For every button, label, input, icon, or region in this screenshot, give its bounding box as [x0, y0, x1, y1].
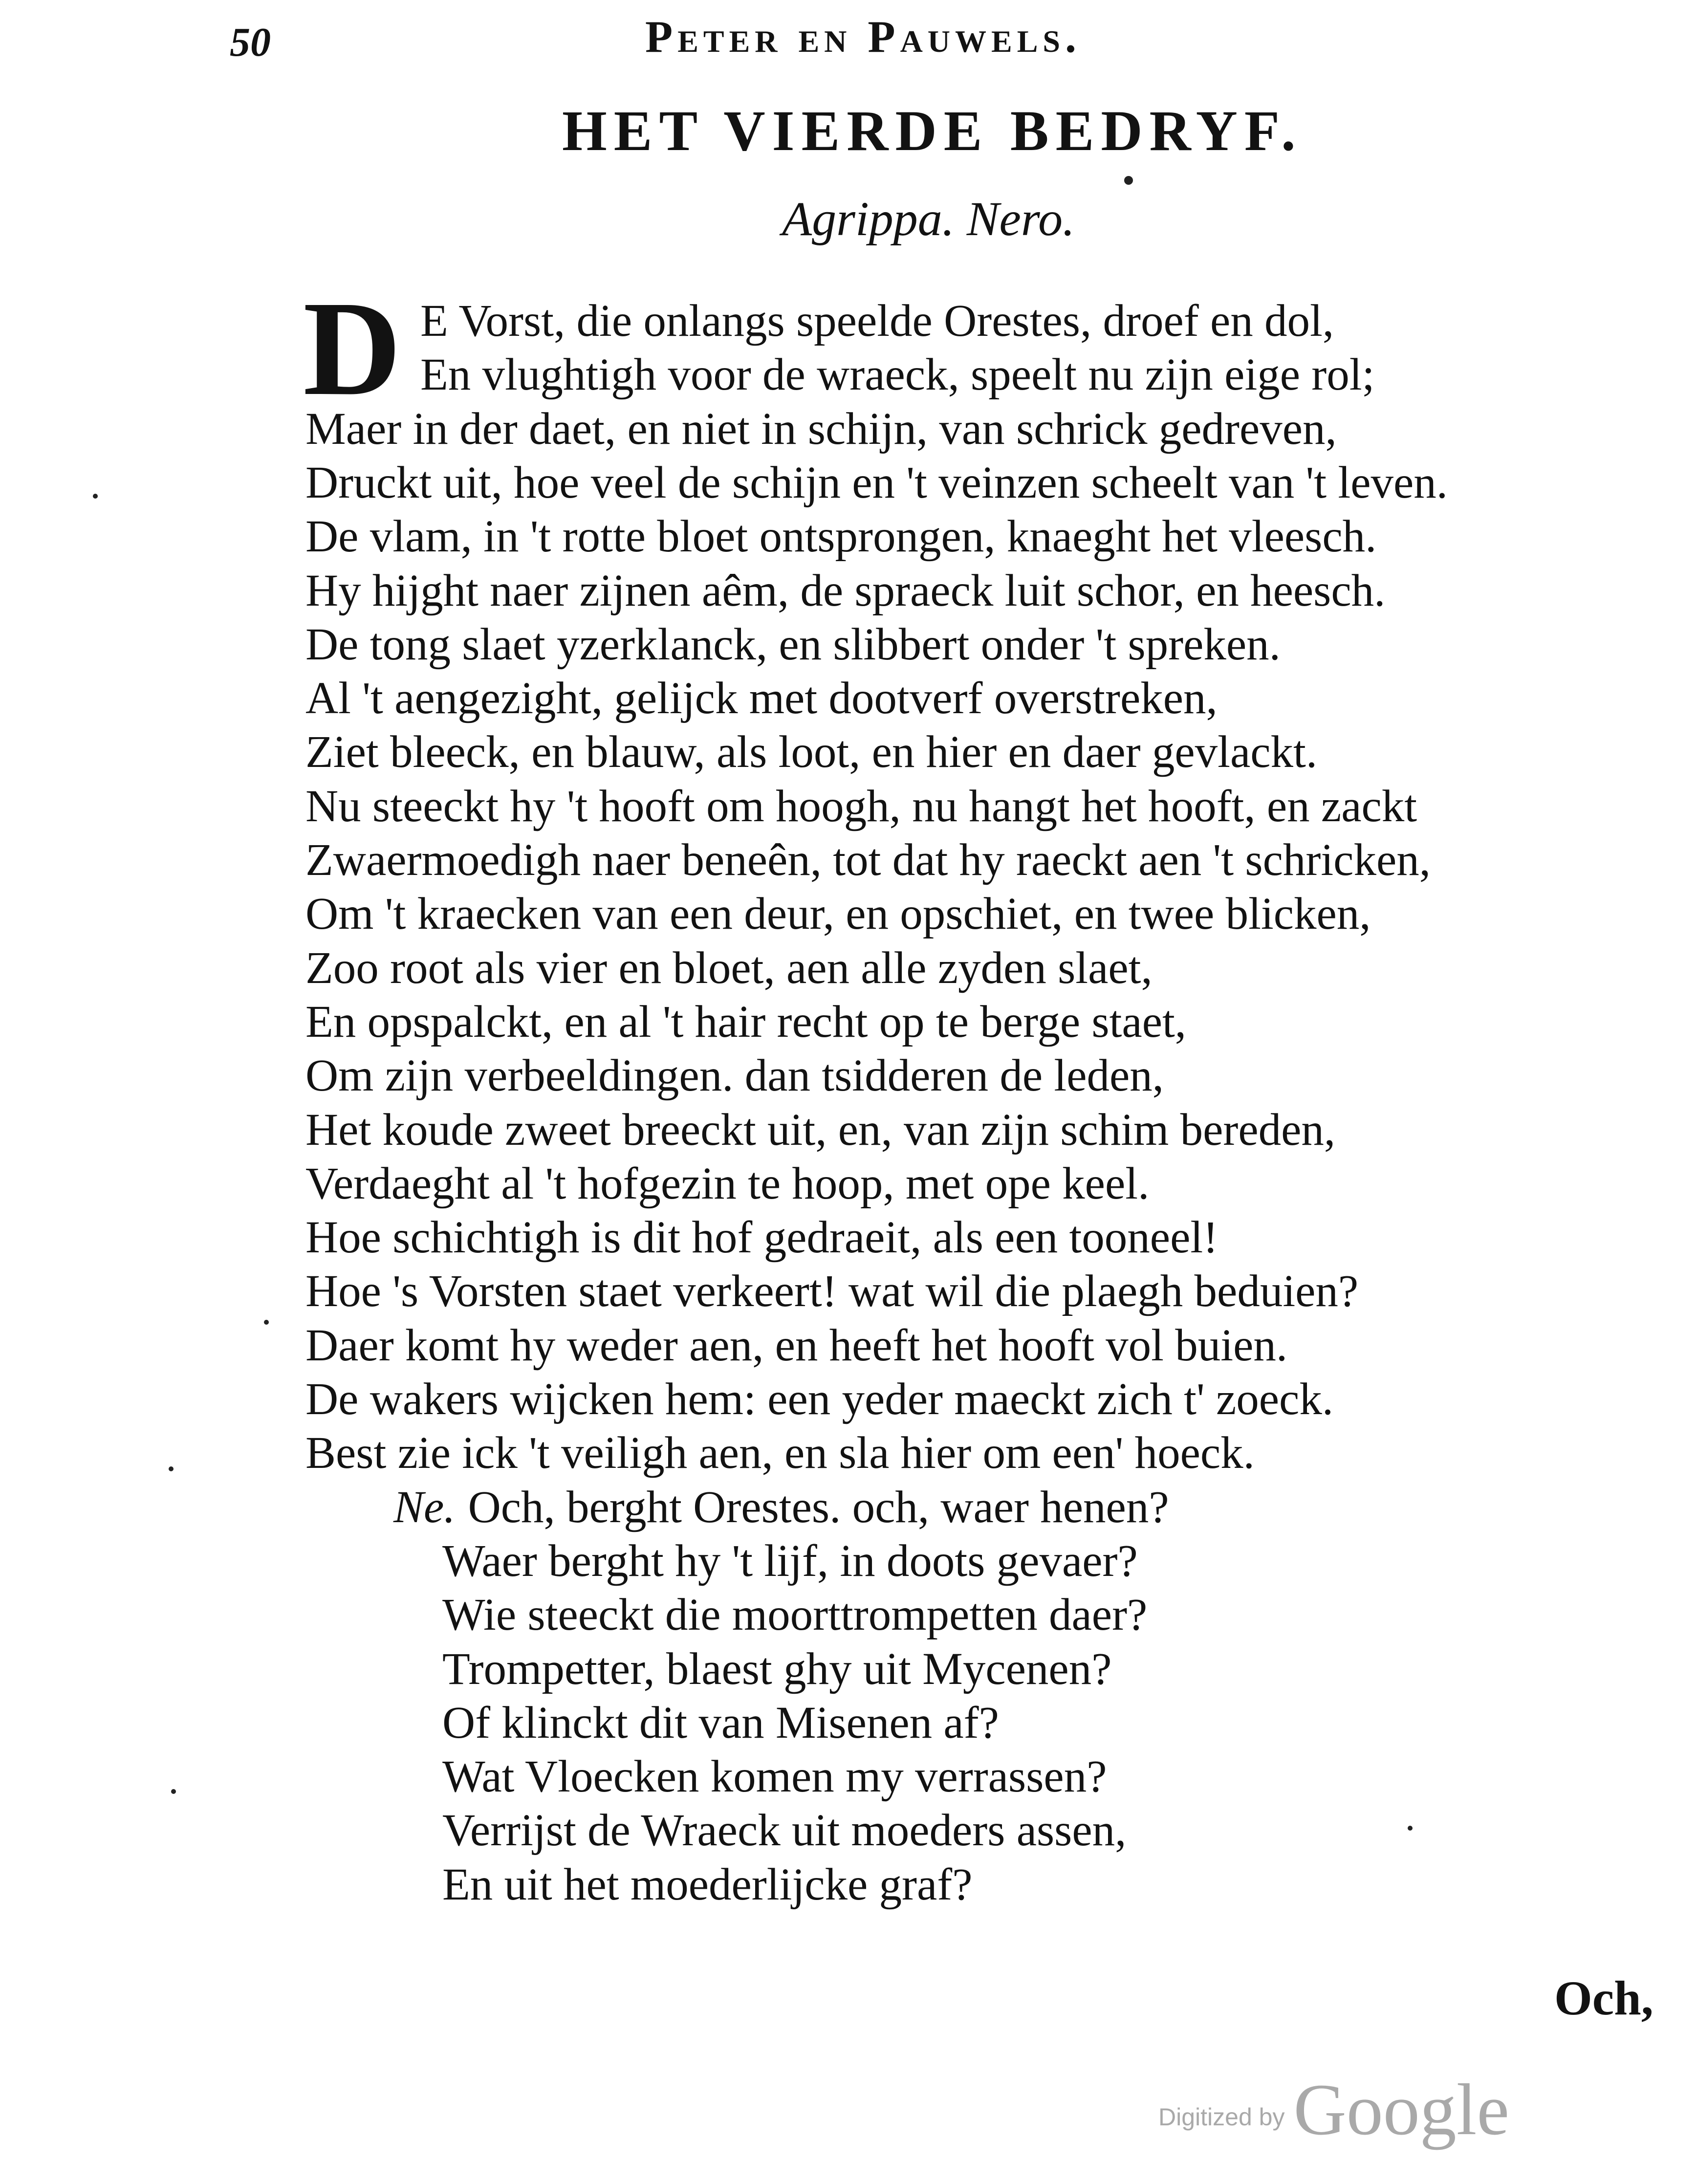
verse-line	[305, 995, 1186, 1049]
verse-line	[305, 941, 1153, 995]
verse-line-text: Daer komt hy weder aen, en heeft het hooft vol buien.	[305, 1320, 1288, 1371]
verse-line	[305, 887, 1371, 941]
verse-line-text: En uit het moederlijcke graf?	[442, 1859, 973, 1910]
verse-line	[305, 1373, 1333, 1426]
verse-line-text: Nu steeckt hy 't hooft om hoogh, nu hangt het hooft, en zackt	[305, 781, 1417, 831]
verse-line	[305, 780, 1417, 833]
verse-line	[305, 1103, 1335, 1157]
verse-line	[305, 1049, 1164, 1103]
verse-line-text: Best zie ick 't veiligh aen, en sla hier om een' hoeck.	[305, 1428, 1255, 1478]
verse-line-text: Al 't aengezight, gelijck met dootverf overstreken,	[305, 673, 1218, 723]
speaker-tag: Ne.	[393, 1482, 456, 1532]
verse-line-text: Hy hijght naer zijnen aêm, de spraeck luit schor, en heesch.	[305, 566, 1386, 616]
verse-line	[305, 1426, 1255, 1480]
verse-line	[305, 672, 1218, 725]
watermark-brand: Google	[1293, 2069, 1510, 2150]
verse-line-text: E Vorst, die onlangs speelde Orestes, droef en dol,	[420, 296, 1334, 346]
speaker-list: Agrippa. Nero.	[782, 192, 1075, 246]
verse-line-text: Om zijn verbeeldingen. dan tsidderen de leden,	[305, 1050, 1164, 1101]
verse-line	[305, 1319, 1287, 1373]
verse-line-text: Zoo root als vier en bloet, aen alle zyden slaet,	[305, 943, 1153, 993]
verse-line	[305, 510, 1376, 564]
verse-line-text: Wat Vloecken komen my verrassen?	[442, 1751, 1107, 1802]
verse-line-text: Maer in der daet, en niet in schijn, van schrick gedreven,	[305, 404, 1337, 454]
verse-line	[442, 1534, 1138, 1588]
verse-line-text: De wakers wijcken hem: een yeder maeckt zich t' zoeck.	[305, 1374, 1334, 1424]
verse-line	[442, 1804, 1126, 1857]
page-number: 50	[230, 20, 271, 65]
verse-line	[393, 1481, 1169, 1534]
verse-line-text: Om 't kraecken van een deur, en opschiet, en twee blicken,	[305, 889, 1371, 939]
drop-cap: D	[303, 273, 401, 424]
ink-speck	[169, 1466, 174, 1471]
verse-line-text: Verrijst de Wraeck uit moeders assen,	[442, 1805, 1127, 1856]
verse-line	[442, 1696, 999, 1750]
ink-speck	[1124, 176, 1133, 185]
verse-line	[305, 833, 1431, 887]
verse-line	[442, 1750, 1107, 1804]
watermark-prefix: Digitized by	[1158, 2103, 1285, 2131]
verse-line	[305, 1265, 1358, 1318]
verse-line-text: Zwaermoedigh naer beneên, tot dat hy raeckt aen 't schricken,	[305, 835, 1431, 885]
ink-speck	[171, 1789, 176, 1794]
digitized-watermark	[1158, 2068, 1509, 2152]
verse-line	[305, 1157, 1149, 1211]
act-title: HET VIERDE BEDRYF.	[562, 99, 1303, 163]
verse-line-text: Druckt uit, hoe veel de schijn en 't veinzen scheelt van 't leven.	[305, 458, 1448, 508]
verse-line-text: De tong slaet yzerklanck, en slibbert onder 't spreken.	[305, 619, 1281, 670]
verse-line-text: Het koude zweet breeckt uit, en, van zijn schim bereden,	[305, 1105, 1336, 1155]
verse-line-text: Ziet bleeck, en blauw, als loot, en hier en daer gevlackt.	[305, 727, 1318, 777]
verse-line-text: En vlughtigh voor de wraeck, speelt nu zijn eige rol;	[420, 349, 1375, 400]
ink-speck	[264, 1320, 269, 1325]
verse-line	[305, 402, 1337, 456]
verse-line	[420, 294, 1334, 348]
verse-line-text: Hoe schichtigh is dit hof gedraeit, als een tooneel!	[305, 1212, 1218, 1263]
verse-line	[442, 1642, 1111, 1696]
verse-line-text: Verdaeght al 't hofgezin te hoop, met ope keel.	[305, 1158, 1150, 1209]
verse-line-text: Trompetter, blaest ghy uit Mycenen?	[442, 1644, 1112, 1694]
verse-line	[305, 618, 1281, 672]
verse-line-text: Waer berght hy 't lijf, in doots gevaer?	[442, 1536, 1138, 1586]
verse-line	[305, 725, 1317, 779]
verse-line	[442, 1858, 973, 1912]
verse-line-text: De vlam, in 't rotte bloet ontsprongen, knaeght het vleesch.	[305, 511, 1377, 562]
ink-speck	[1408, 1826, 1413, 1831]
verse-line-text: Of klinckt dit van Misenen af?	[442, 1698, 999, 1748]
verse-line	[420, 348, 1374, 402]
verse-line-text: En opspalckt, en al 't hair recht op te berge staet,	[305, 997, 1187, 1047]
verse-line-text: Wie steeckt die moorttrompetten daer?	[442, 1590, 1148, 1640]
verse-line	[442, 1588, 1147, 1642]
verse-line	[305, 1211, 1218, 1265]
verse-line	[305, 564, 1385, 618]
verse-line-text: Hoe 's Vorsten staet verkeert! wat wil die plaegh beduien?	[305, 1266, 1359, 1316]
ink-speck	[93, 494, 98, 499]
verse-line-text: Och, berght Orestes. och, waer henen?	[468, 1482, 1169, 1532]
verse-line	[305, 456, 1448, 510]
running-head: Peter en Pauwels.	[645, 12, 1081, 62]
catchword: Och,	[1554, 1971, 1653, 2025]
